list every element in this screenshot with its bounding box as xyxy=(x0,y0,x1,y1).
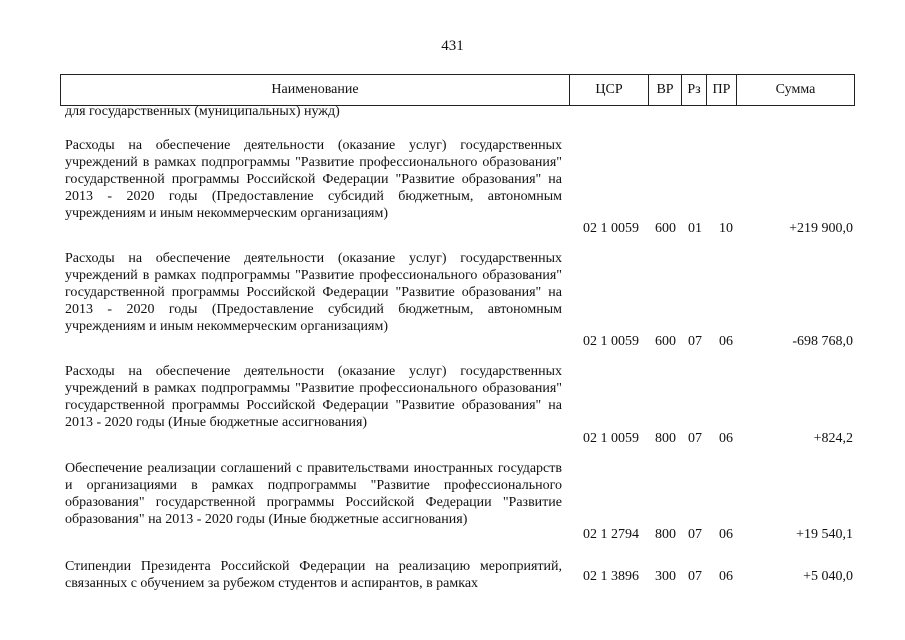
table-row xyxy=(65,460,855,545)
row-vr: 600 xyxy=(655,221,676,236)
row-sum: -698 768,0 xyxy=(792,334,853,349)
row-rz: 01 xyxy=(688,221,702,236)
row-sum: +824,2 xyxy=(813,431,853,446)
table-header xyxy=(60,74,855,106)
page-number: 431 xyxy=(441,38,464,54)
row-pr: 10 xyxy=(719,221,733,236)
row-sum: +219 900,0 xyxy=(789,221,853,236)
row-csr: 02 1 0059 xyxy=(583,431,639,446)
header-sum: Сумма xyxy=(775,82,816,97)
row-description: Стипендии Президента Российской Федерации на реализацию мероприятий, связанных с обучением за рубежом студентов и аспирантов, в рамках xyxy=(65,559,562,591)
table-row xyxy=(65,558,855,594)
continuation-text: для государственных (муниципальных) нужд) xyxy=(65,104,340,119)
table-row xyxy=(65,250,855,352)
row-sum: +5 040,0 xyxy=(803,569,853,584)
header-rz: Рз xyxy=(682,75,707,105)
row-csr: 02 1 2794 xyxy=(583,527,639,542)
row-rz: 07 xyxy=(688,334,702,349)
header-csr: ЦСР xyxy=(570,75,649,105)
row-vr: 600 xyxy=(655,334,676,349)
row-description: Расходы на обеспечение деятельности (оказание услуг) государственных учреждений в рамках подпрограммы "Развитие профессионального образования" государственной программы Российской Федерации "Развитие образования" на 2013 - 2020 годы (Иные бюджетные ассигнования) xyxy=(65,364,562,430)
table-row xyxy=(65,137,855,239)
row-description: Расходы на обеспечение деятельности (оказание услуг) государственных учреждений в рамках подпрограммы "Развитие профессионального образования" государственной программы Российской Федерации "Развитие образования" на 2013 - 2020 годы (Предоставление субсидий бюджетным, автономным учреждениям и иным некоммерческим организациям) xyxy=(65,251,562,334)
row-description: Расходы на обеспечение деятельности (оказание услуг) государственных учреждений в рамках подпрограммы "Развитие профессионального образования" государственной программы Российской Федерации "Развитие образования" на 2013 - 2020 годы (Предоставление субсидий бюджетным, автономным учреждениям и иным некоммерческим организациям) xyxy=(65,138,562,221)
row-rz: 07 xyxy=(688,431,702,446)
row-sum: +19 540,1 xyxy=(796,527,853,542)
header-vr: ВР xyxy=(649,75,682,105)
row-vr: 800 xyxy=(655,431,676,446)
row-rz: 07 xyxy=(688,569,702,584)
table-row xyxy=(65,363,855,448)
row-description: Обеспечение реализации соглашений с правительствами иностранных государств и организациями в рамках подпрограммы "Развитие профессионального образования" государственной программы Российской Федерации "Развитие образования" на 2013 - 2020 годы (Иные бюджетные ассигнования) xyxy=(65,461,562,527)
row-csr: 02 1 0059 xyxy=(583,221,639,236)
row-rz: 07 xyxy=(688,527,702,542)
row-pr: 06 xyxy=(719,431,733,446)
row-csr: 02 1 0059 xyxy=(583,334,639,349)
row-csr: 02 1 3896 xyxy=(583,569,639,584)
header-name: Наименование xyxy=(61,75,570,105)
row-pr: 06 xyxy=(719,569,733,584)
header-pr: ПР xyxy=(707,75,737,105)
row-pr: 06 xyxy=(719,334,733,349)
row-vr: 300 xyxy=(655,569,676,584)
row-vr: 800 xyxy=(655,527,676,542)
row-pr: 06 xyxy=(719,527,733,542)
